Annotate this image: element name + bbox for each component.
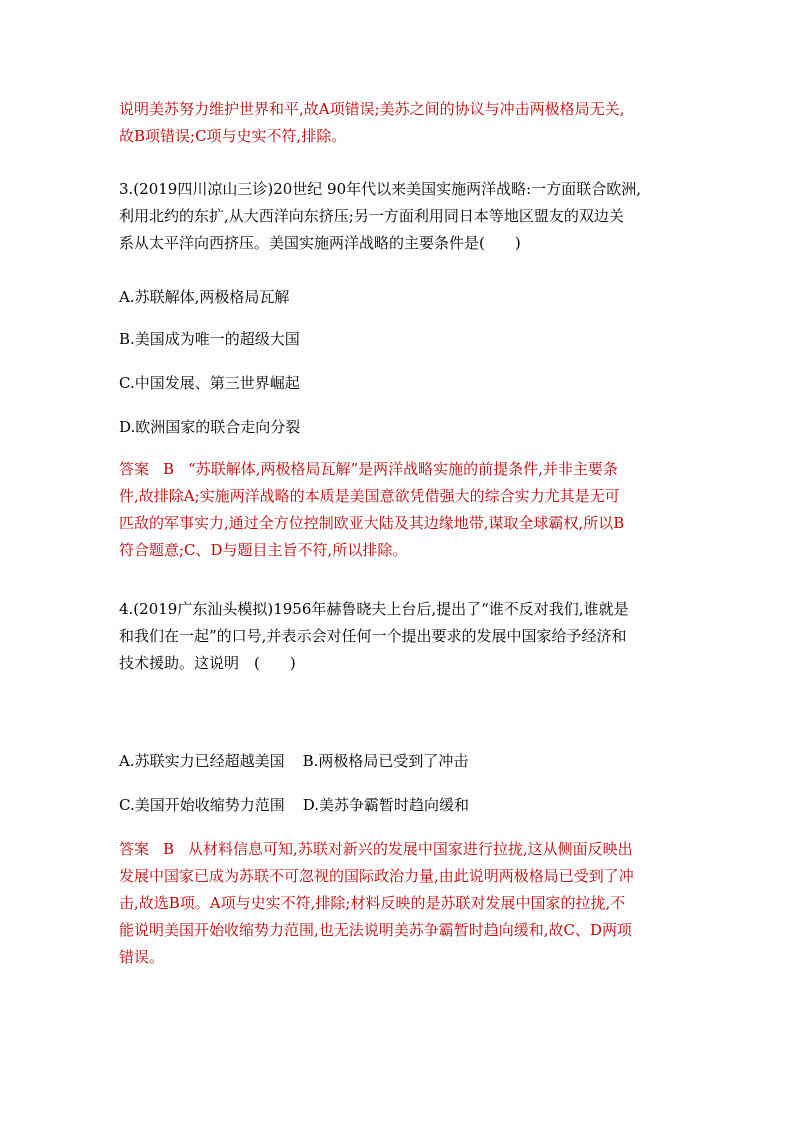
- option-text: A.苏联解体,两极格局瓦解: [119, 288, 290, 306]
- question-4-answer: [119, 836, 679, 971]
- options-row: [119, 748, 679, 775]
- question-3-option-b: [119, 326, 679, 353]
- question-3-option-a: [119, 284, 679, 311]
- answer-explanation-line: “苏联解体,两极格局瓦解”是两洋战略实施的前提条件,并非主要条: [188, 460, 618, 478]
- answer-first-line: [119, 836, 679, 863]
- question-stem-line: 4.(2019广东汕头模拟)1956年赫鲁晓夫上台后,提出了“谁不反对我们,谁就是: [119, 600, 629, 618]
- question-stem-line: 和我们在一起”的口号,并表示会对任何一个提出要求的发展中国家给予经济和: [119, 627, 627, 645]
- question-3-option-c: [119, 370, 679, 397]
- option-text: D.欧洲国家的联合走向分裂: [119, 418, 301, 436]
- option-text: C.中国发展、第三世界崛起: [119, 374, 300, 392]
- answer-letter: B: [163, 840, 175, 858]
- answer-explanation-line: 符合题意;C、D与题目主旨不符,所以排除。: [119, 541, 408, 559]
- answer-label: 答案: [119, 840, 150, 858]
- answer-label: 答案: [119, 460, 150, 478]
- answer-first-line: [119, 456, 679, 483]
- question-4-options-row-2: [119, 792, 679, 819]
- question-4-options-row-1: [119, 748, 679, 775]
- question-stem-line: 利用北约的东扩,从大西洋向东挤压;另一方面利用同日本等地区盟友的双边关: [119, 207, 624, 225]
- question-3-answer: [119, 456, 679, 564]
- question-stem-line: 技术援助。这说明 ( ): [119, 654, 296, 672]
- answer-explanation-line: 件,故排除A;实施两洋战略的本质是美国意欲凭借强大的综合实力尤其是无可: [119, 487, 620, 505]
- answer-explanation-line: 能说明美国开始收缩势力范围,也无法说明美苏争霸暂时趋向缓和,故C、D两项: [119, 921, 633, 939]
- prev-answer-line: 故B项错误;C项与史实不符,排除。: [119, 127, 347, 145]
- answer-explanation-line: 击,故选B项。A项与史实不符,排除;材料反映的是苏联对发展中国家的拉拢,不: [119, 894, 626, 912]
- prev-answer-line: 说明美苏努力维护世界和平,故A项错误;美苏之间的协议与冲击两极格局无关,: [119, 100, 625, 118]
- question-stem-line: 系从太平洋向西挤压。美国实施两洋战略的主要条件是( ): [119, 234, 521, 252]
- answer-explanation-line: 错误。: [119, 948, 165, 966]
- question-stem-line: 3.(2019四川凉山三诊)20世纪 90年代以来美国实施两洋战略:一方面联合欧洲,: [119, 180, 641, 198]
- option-text: D.美苏争霸暂时趋向缓和: [302, 796, 469, 814]
- option-text: C.美国开始收缩势力范围: [119, 796, 285, 814]
- question-4-stem: [119, 596, 679, 677]
- option-text: B.两极格局已受到了冲击: [302, 752, 469, 770]
- answer-explanation-line: 发展中国家已成为苏联不可忽视的国际政治力量,由此说明两极格局已受到了冲: [119, 867, 634, 885]
- question-3-stem: [119, 176, 679, 257]
- question-3-option-d: [119, 414, 679, 441]
- answer-explanation-line: 匹敌的军事实力,通过全方位控制欧亚大陆及其边缘地带,谋取全球霸权,所以B: [119, 514, 625, 532]
- options-row: [119, 792, 679, 819]
- option-text: B.美国成为唯一的超级大国: [119, 330, 300, 348]
- prev-answer-tail: [119, 96, 679, 150]
- answer-explanation-line: 从材料信息可知,苏联对新兴的发展中国家进行拉拢,这从侧面反映出: [188, 840, 633, 858]
- answer-letter: B: [163, 460, 175, 478]
- option-text: A.苏联实力已经超越美国: [119, 752, 285, 770]
